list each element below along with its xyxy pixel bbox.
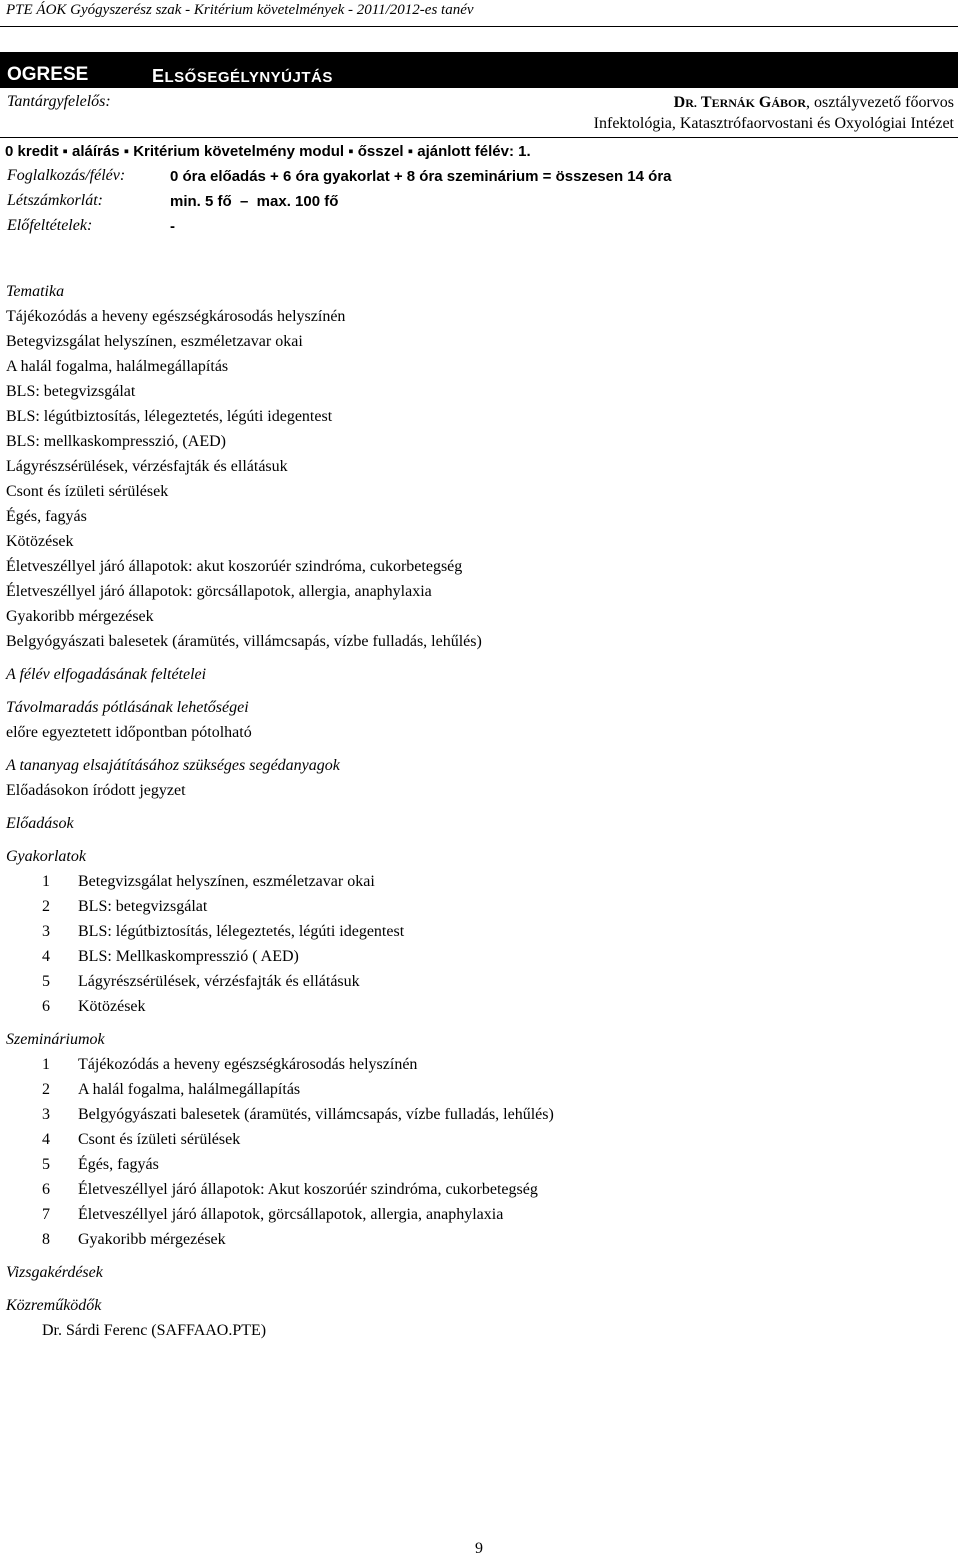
szeminarium-item: Belgyógyászati balesetek (áramütés, villámcsapás, vízbe fulladás, lehűlés): [78, 1106, 554, 1123]
tematika-item: Gyakoribb mérgezések: [6, 608, 154, 625]
vizsga-heading: Vizsgakérdések: [6, 1264, 103, 1281]
gyakorlat-number: 2: [42, 898, 50, 915]
szeminarium-number: 1: [42, 1056, 50, 1073]
szeminarium-item: Tájékozódás a heveny egészségkárosodás helyszínén: [78, 1056, 418, 1073]
tavolmaradas-heading: Távolmaradás pótlásának lehetőségei: [6, 699, 249, 716]
tananyag-text: Előadásokon íródott jegyzet: [6, 782, 186, 799]
field-value-elofeltetelek: -: [170, 218, 175, 235]
szeminarium-item: Égés, fagyás: [78, 1156, 159, 1173]
field-value-letszam: min. 5 fő – max. 100 fő: [170, 193, 339, 210]
tematika-item: Betegvizsgálat helyszínen, eszméletzavar okai: [6, 333, 303, 350]
tematika-heading: Tematika: [6, 283, 65, 300]
gyakorlat-item: Lágyrészsérülések, vérzésfajták és ellátásuk: [78, 973, 360, 990]
gyakorlat-item: BLS: betegvizsgálat: [78, 898, 208, 915]
gyakorlat-number: 5: [42, 973, 50, 990]
szeminarium-item: Életveszéllyel járó állapotok: Akut koszorúér szindróma, cukorbetegség: [78, 1181, 538, 1198]
tematika-item: Életveszéllyel járó állapotok: görcsállapotok, allergia, anaphylaxia: [6, 583, 432, 600]
gyakorlat-item: BLS: légútbiztosítás, lélegeztetés, légúti idegentest: [78, 923, 405, 940]
field-label-letszam: Létszámkorlát:: [7, 192, 103, 209]
field-label-elofeltetelek: Előfeltételek:: [7, 217, 93, 234]
szeminarium-number: 5: [42, 1156, 50, 1173]
gyakorlatok-heading: Gyakorlatok: [6, 848, 86, 865]
szeminariumok-heading: Szemináriumok: [6, 1031, 105, 1048]
tematika-item: BLS: mellkaskompresszió, (AED): [6, 433, 226, 450]
tematika-item: Tájékozódás a heveny egészségkárosodás helyszínén: [6, 308, 346, 325]
szeminarium-number: 4: [42, 1131, 50, 1148]
szeminarium-item: Gyakoribb mérgezések: [78, 1231, 226, 1248]
szeminarium-item: Csont és ízületi sérülések: [78, 1131, 241, 1148]
felev-heading: A félév elfogadásának feltételei: [6, 666, 207, 683]
szeminarium-number: 6: [42, 1181, 50, 1198]
szeminarium-number: 7: [42, 1206, 50, 1223]
running-header: PTE ÁOK Gyógyszerész szak - Kritérium követelmények - 2011/2012-es tanév: [6, 2, 474, 18]
kozremukodok-text: Dr. Sárdi Ferenc (SAFFAAO.PTE): [42, 1322, 267, 1339]
course-title-bar: [0, 52, 958, 88]
field-value-foglalkozas: 0 óra előadás + 6 óra gyakorlat + 8 óra szeminárium = összesen 14 óra: [170, 168, 672, 185]
gyakorlat-item: BLS: Mellkaskompresszió ( AED): [78, 948, 299, 965]
course-title: ELSŐSEGÉLYNYÚJTÁS: [152, 66, 333, 86]
tematika-item: A halál fogalma, halálmegállapítás: [6, 358, 229, 375]
szeminarium-number: 8: [42, 1231, 50, 1248]
tananyag-heading: A tananyag elsajátításához szükséges segédanyagok: [6, 757, 340, 774]
institute-name: Infektológia, Katasztrófaorvostani és Oxyológiai Intézet: [593, 115, 954, 132]
header-divider: [0, 26, 958, 27]
szeminarium-number: 2: [42, 1081, 50, 1098]
tematika-item: Égés, fagyás: [6, 508, 87, 525]
kozremukodok-heading: Közreműködők: [6, 1297, 102, 1314]
tematika-item: Csont és ízületi sérülések: [6, 483, 169, 500]
info-divider: [0, 137, 958, 138]
gyakorlat-number: 4: [42, 948, 50, 965]
responsible-label: Tantárgyfelelős:: [7, 93, 111, 110]
tematika-item: BLS: légútbiztosítás, lélegeztetés, légúti idegentest: [6, 408, 333, 425]
tematika-item: Kötözések: [6, 533, 74, 550]
tematika-item: Belgyógyászati balesetek (áramütés, villámcsapás, vízbe fulladás, lehűlés): [6, 633, 482, 650]
gyakorlat-number: 1: [42, 873, 50, 890]
page-number: 9: [475, 1540, 483, 1557]
field-label-foglalkozas: Foglalkozás/félév:: [7, 167, 126, 184]
responsible-teacher: DR. TERNÁK GÁBOR, osztályvezető főorvos: [673, 94, 954, 111]
gyakorlat-item: Betegvizsgálat helyszínen, eszméletzavar okai: [78, 873, 375, 890]
szeminarium-item: A halál fogalma, halálmegállapítás: [78, 1081, 301, 1098]
szeminarium-number: 3: [42, 1106, 50, 1123]
eloadasok-heading: Előadások: [6, 815, 74, 832]
szeminarium-item: Életveszéllyel járó állapotok, görcsállapotok, allergia, anaphylaxia: [78, 1206, 504, 1223]
tematika-item: BLS: betegvizsgálat: [6, 383, 136, 400]
credit-line: 0 kredit ▪ aláírás ▪ Kritérium követelmény modul ▪ ősszel ▪ ajánlott félév: 1.: [5, 143, 531, 160]
tavolmaradas-text: előre egyeztetett időpontban pótolható: [6, 724, 252, 741]
tematika-item: Lágyrészsérülések, vérzésfajták és ellátásuk: [6, 458, 288, 475]
gyakorlat-item: Kötözések: [78, 998, 146, 1015]
gyakorlat-number: 6: [42, 998, 50, 1015]
course-code: OGRESE: [7, 64, 89, 85]
tematika-item: Életveszéllyel járó állapotok: akut koszorúér szindróma, cukorbetegség: [6, 558, 463, 575]
gyakorlat-number: 3: [42, 923, 50, 940]
